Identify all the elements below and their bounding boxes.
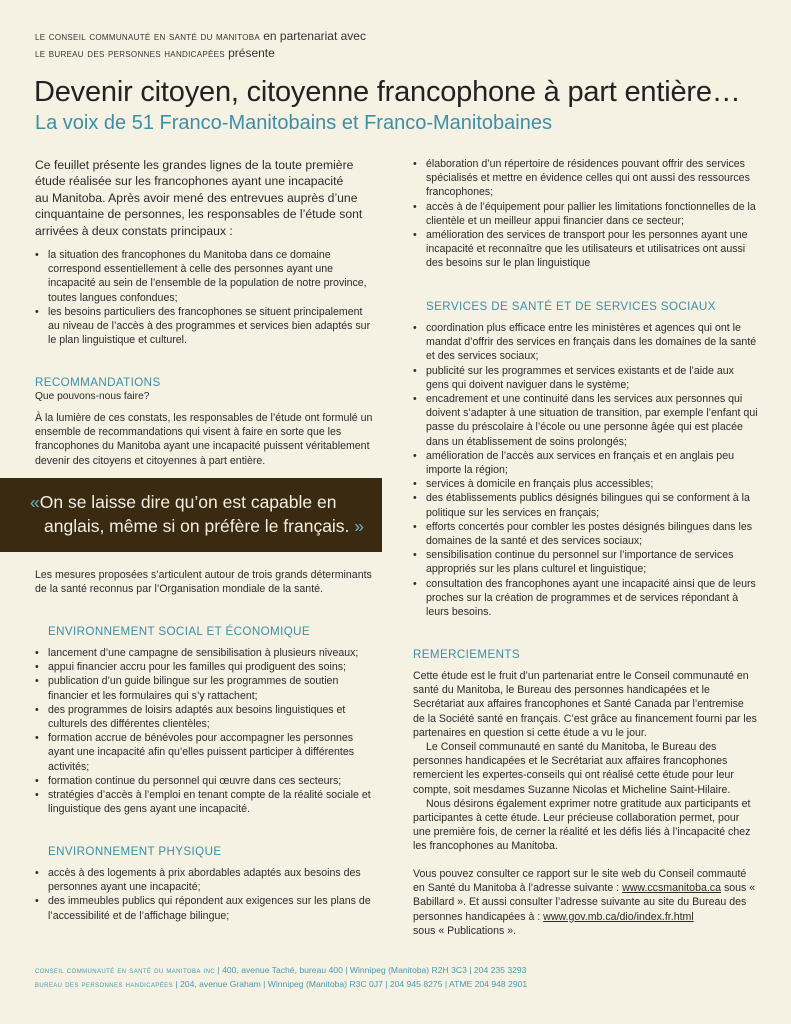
consult-publications: sous « Publications ». — [413, 924, 517, 937]
consult-text-b: sous « Babillard ». Et aussi consulter l’adresse suivante au site du Bureau des personnes handicapées à : — [413, 882, 756, 923]
thanks-paragraph-1: Cette étude est le fruit d’un partenariat entre le Conseil communauté en santé du Manitoba, le Bureau des personnes handicapées et le Secrétariat aux affaires francophones et Santé Canada par l’entremise de la Société santé en français. C’est grâce au financement fourni par les partenaires en question si cette étude a vu le jour. — [413, 670, 757, 739]
list-item: • élaboration d’un répertoire de résidences pouvant offrir des services spécialisés et mettre en évidence celles qui ont aussi des ressources francophones; — [413, 157, 758, 200]
list-item: • consultation des francophones ayant une incapacité ainsi que de leurs proches sur la création de programmes et de services répondant à leurs besoins. — [413, 577, 758, 620]
footer-address-bureau: | 204, avenue Graham | Winnipeg (Manitoba) R3C 0J7 | 204 945 8275 | ATME 204 948 2901 — [173, 979, 528, 989]
org-name-bureau: le bureau des personnes handicapées — [35, 48, 225, 60]
list-item: • efforts concertés pour combler les postes désignés bilingues dans les domaines de la santé et des services sociaux; — [413, 520, 758, 548]
thanks-paragraph-3: Nous désirons également exprimer notre gratitude aux participants et participantes à cette étude. Leur précieuse collaboration permet, pour une première fois, de cerner la réalité et les défis liés à l’incapacité chez les francophones au Manitoba. — [413, 797, 751, 853]
open-quote-mark: « — [30, 492, 40, 512]
quote-text-1: On se laisse dire qu’on est capable en — [39, 492, 337, 512]
presenter-line-1 — [35, 29, 366, 45]
intro-line: cinquantaine de personnes, les responsables de l’étude sont — [35, 207, 363, 222]
reco-question: Que pouvons-nous faire? — [35, 391, 150, 402]
constats-list — [35, 248, 375, 347]
footer-line-1 — [35, 964, 526, 977]
quote-line-2 — [44, 514, 364, 538]
list-item: • formation continue du personnel qui œuvre dans ces secteurs; — [35, 774, 375, 788]
quote-text-2: anglais, même si on préfère le français. — [44, 516, 350, 536]
quote-line-1 — [30, 490, 336, 514]
close-quote-mark: » — [354, 516, 365, 536]
health-list — [413, 321, 758, 619]
list-item: • formation accrue de bénévoles pour accompagner les personnes ayant une incapacité afin qu’elles puissent participer à différentes activités; — [35, 731, 375, 774]
intro-line: arrivées à deux constats principaux : — [35, 223, 233, 238]
page-subtitle: La voix de 51 Franco-Manitobains et Franco-Manitobaines — [35, 112, 552, 134]
presents-text: présente — [228, 46, 275, 60]
env-phys-heading: ENVIRONNEMENT PHYSIQUE — [48, 845, 222, 858]
intro-line: Ce feuillet présente les grandes lignes de la toute première — [35, 158, 354, 172]
reco-heading: RECOMMANDATIONS — [35, 376, 161, 389]
thanks-section — [413, 669, 758, 854]
list-item: • services à domicile en français plus accessibles; — [413, 477, 758, 491]
list-item: • accès à de l’équipement pour pallier les limitations fonctionnelles de la clientèle et un meilleur appui financier dans ce secteur; — [413, 200, 758, 228]
env-phys-list — [35, 866, 375, 923]
footer-org-conseil: conseil communauté en santé du manitoba inc — [35, 965, 216, 975]
list-item: • sensibilisation continue du personnel sur l’importance de services appropriés sur les plans culturel et linguistique; — [413, 548, 758, 576]
list-item: • stratégies d’accès à l’emploi en tenant compte de la réalité sociale et linguistique des gens ayant une incapacité. — [35, 788, 375, 816]
page-title: Devenir citoyen, citoyenne francophone à part entière… — [34, 76, 741, 108]
list-item: • lancement d’une campagne de sensibilisation à plusieurs niveaux; — [35, 646, 375, 660]
consult-section — [413, 867, 758, 938]
partner-text: en partenariat avec — [263, 29, 366, 43]
list-item: • des programmes de loisirs adaptés aux besoins linguistiques et culturels des différentes clientèles; — [35, 703, 375, 731]
list-item: • accès à des logements à prix abordables adaptés aux besoins des personnes ayant une incapacité; — [35, 866, 375, 894]
presenter-line-2 — [35, 46, 275, 62]
intro-line: étude réalisée sur les francophones ayant une incapacité — [35, 174, 344, 189]
footer-org-bureau: bureau des personnes handicapées — [35, 979, 173, 989]
env-social-heading: ENVIRONNEMENT SOCIAL ET ÉCONOMIQUE — [48, 625, 311, 638]
consult-paragraph — [413, 867, 758, 924]
intro-section — [35, 157, 370, 239]
env-phys-list-cont — [413, 157, 758, 271]
list-item: • les besoins particuliers des francophones se situent principalement au niveau de l’accès à des programmes et services bien adaptés sur le plan linguistique et culturel. — [35, 305, 375, 348]
list-item: • encadrement et une continuité dans les services aux personnes qui doivent s’adapter à une situation de transition, par exemple l’enfant qui passe du préscolaire à l’école ou une personne âgée qui est placée dans un établissement de soins prolongés; — [413, 392, 758, 449]
list-item: • des établissements publics désignés bilingues qui se conforment à la politique sur les services en français; — [413, 491, 758, 519]
list-item: • des immeubles publics qui répondent aux exigences sur les plans de l’accessibilité et de l’affichage bilingue; — [35, 894, 375, 922]
list-item: • amélioration des services de transport pour les personnes ayant une incapacité et reconnaître que les utilisateurs et utilisatrices ont aussi des besoins sur le plan linguistique — [413, 228, 758, 271]
list-item: • coordination plus efficace entre les ministères et agences qui ont le mandat d’offrir des services en français dans les domaines de la santé et des services sociaux; — [413, 321, 758, 364]
ccs-website-link[interactable]: www.ccsmanitoba.ca — [622, 882, 721, 895]
intro-line: au Manitoba. Après avoir mené des entrevues auprès d’une — [35, 190, 358, 205]
footer-line-2 — [35, 978, 527, 991]
list-item: • publication d’un guide bilingue sur les programmes de soutien financier et les formulaires qui s’y rattachent; — [35, 674, 375, 702]
consult-text-a: Vous pouvez consulter ce rapport sur le site web du Conseil commauté en Santé du Manitoba à l’adresse suivante : — [413, 868, 747, 895]
measures-text: Les mesures proposées s’articulent autour de trois grands déterminants de la santé reconnus par l’Organisation mondiale de la santé. — [35, 569, 372, 596]
thanks-paragraph-2: Le Conseil communauté en santé du Manitoba, le Bureau des personnes handicapées et le Secrétariat aux affaires francophones remercient les expertes-conseils qui ont réalisé cette étude pour leur compte, soit mesdames Suzanne Nicolas et Micheline Saint-Hilaire. — [413, 741, 734, 796]
footer-address-conseil: | 400, avenue Taché, bureau 400 | Winnipeg (Manitoba) R2H 3C3 | 204 235 3293 — [215, 965, 527, 975]
thanks-heading: REMERCIEMENTS — [413, 648, 520, 661]
list-item: • appui financier accru pour les familles qui prodiguent des soins; — [35, 660, 375, 674]
health-heading: SERVICES DE SANTÉ ET DE SERVICES SOCIAUX — [426, 300, 716, 313]
list-item: • amélioration de l’accès aux services en français et en anglais peu importe la région; — [413, 449, 758, 477]
org-name-conseil: le conseil communauté en santé du manitoba — [35, 31, 261, 43]
reco-text: À la lumière de ces constats, les responsables de l’étude ont formulé un ensemble de recommandations qui visent à faire en sorte que les francophones du Manitoba ayant une incapacité puissent véritablement devenir des citoyens et citoyennes à part entière. — [35, 412, 373, 467]
quote-box — [0, 478, 382, 552]
list-item: • la situation des francophones du Manitoba dans ce domaine correspond essentiellement à celle des personnes ayant une incapacité au sein de l’ensemble de la population de notre province, toutes langues confondues; — [35, 248, 375, 305]
env-social-list — [35, 646, 375, 816]
bureau-website-link[interactable]: www.gov.mb.ca/dio/index.fr.html — [543, 910, 694, 923]
list-item: • publicité sur les programmes et services existants et de l’aide aux gens qui doivent naviguer dans le système; — [413, 364, 758, 392]
